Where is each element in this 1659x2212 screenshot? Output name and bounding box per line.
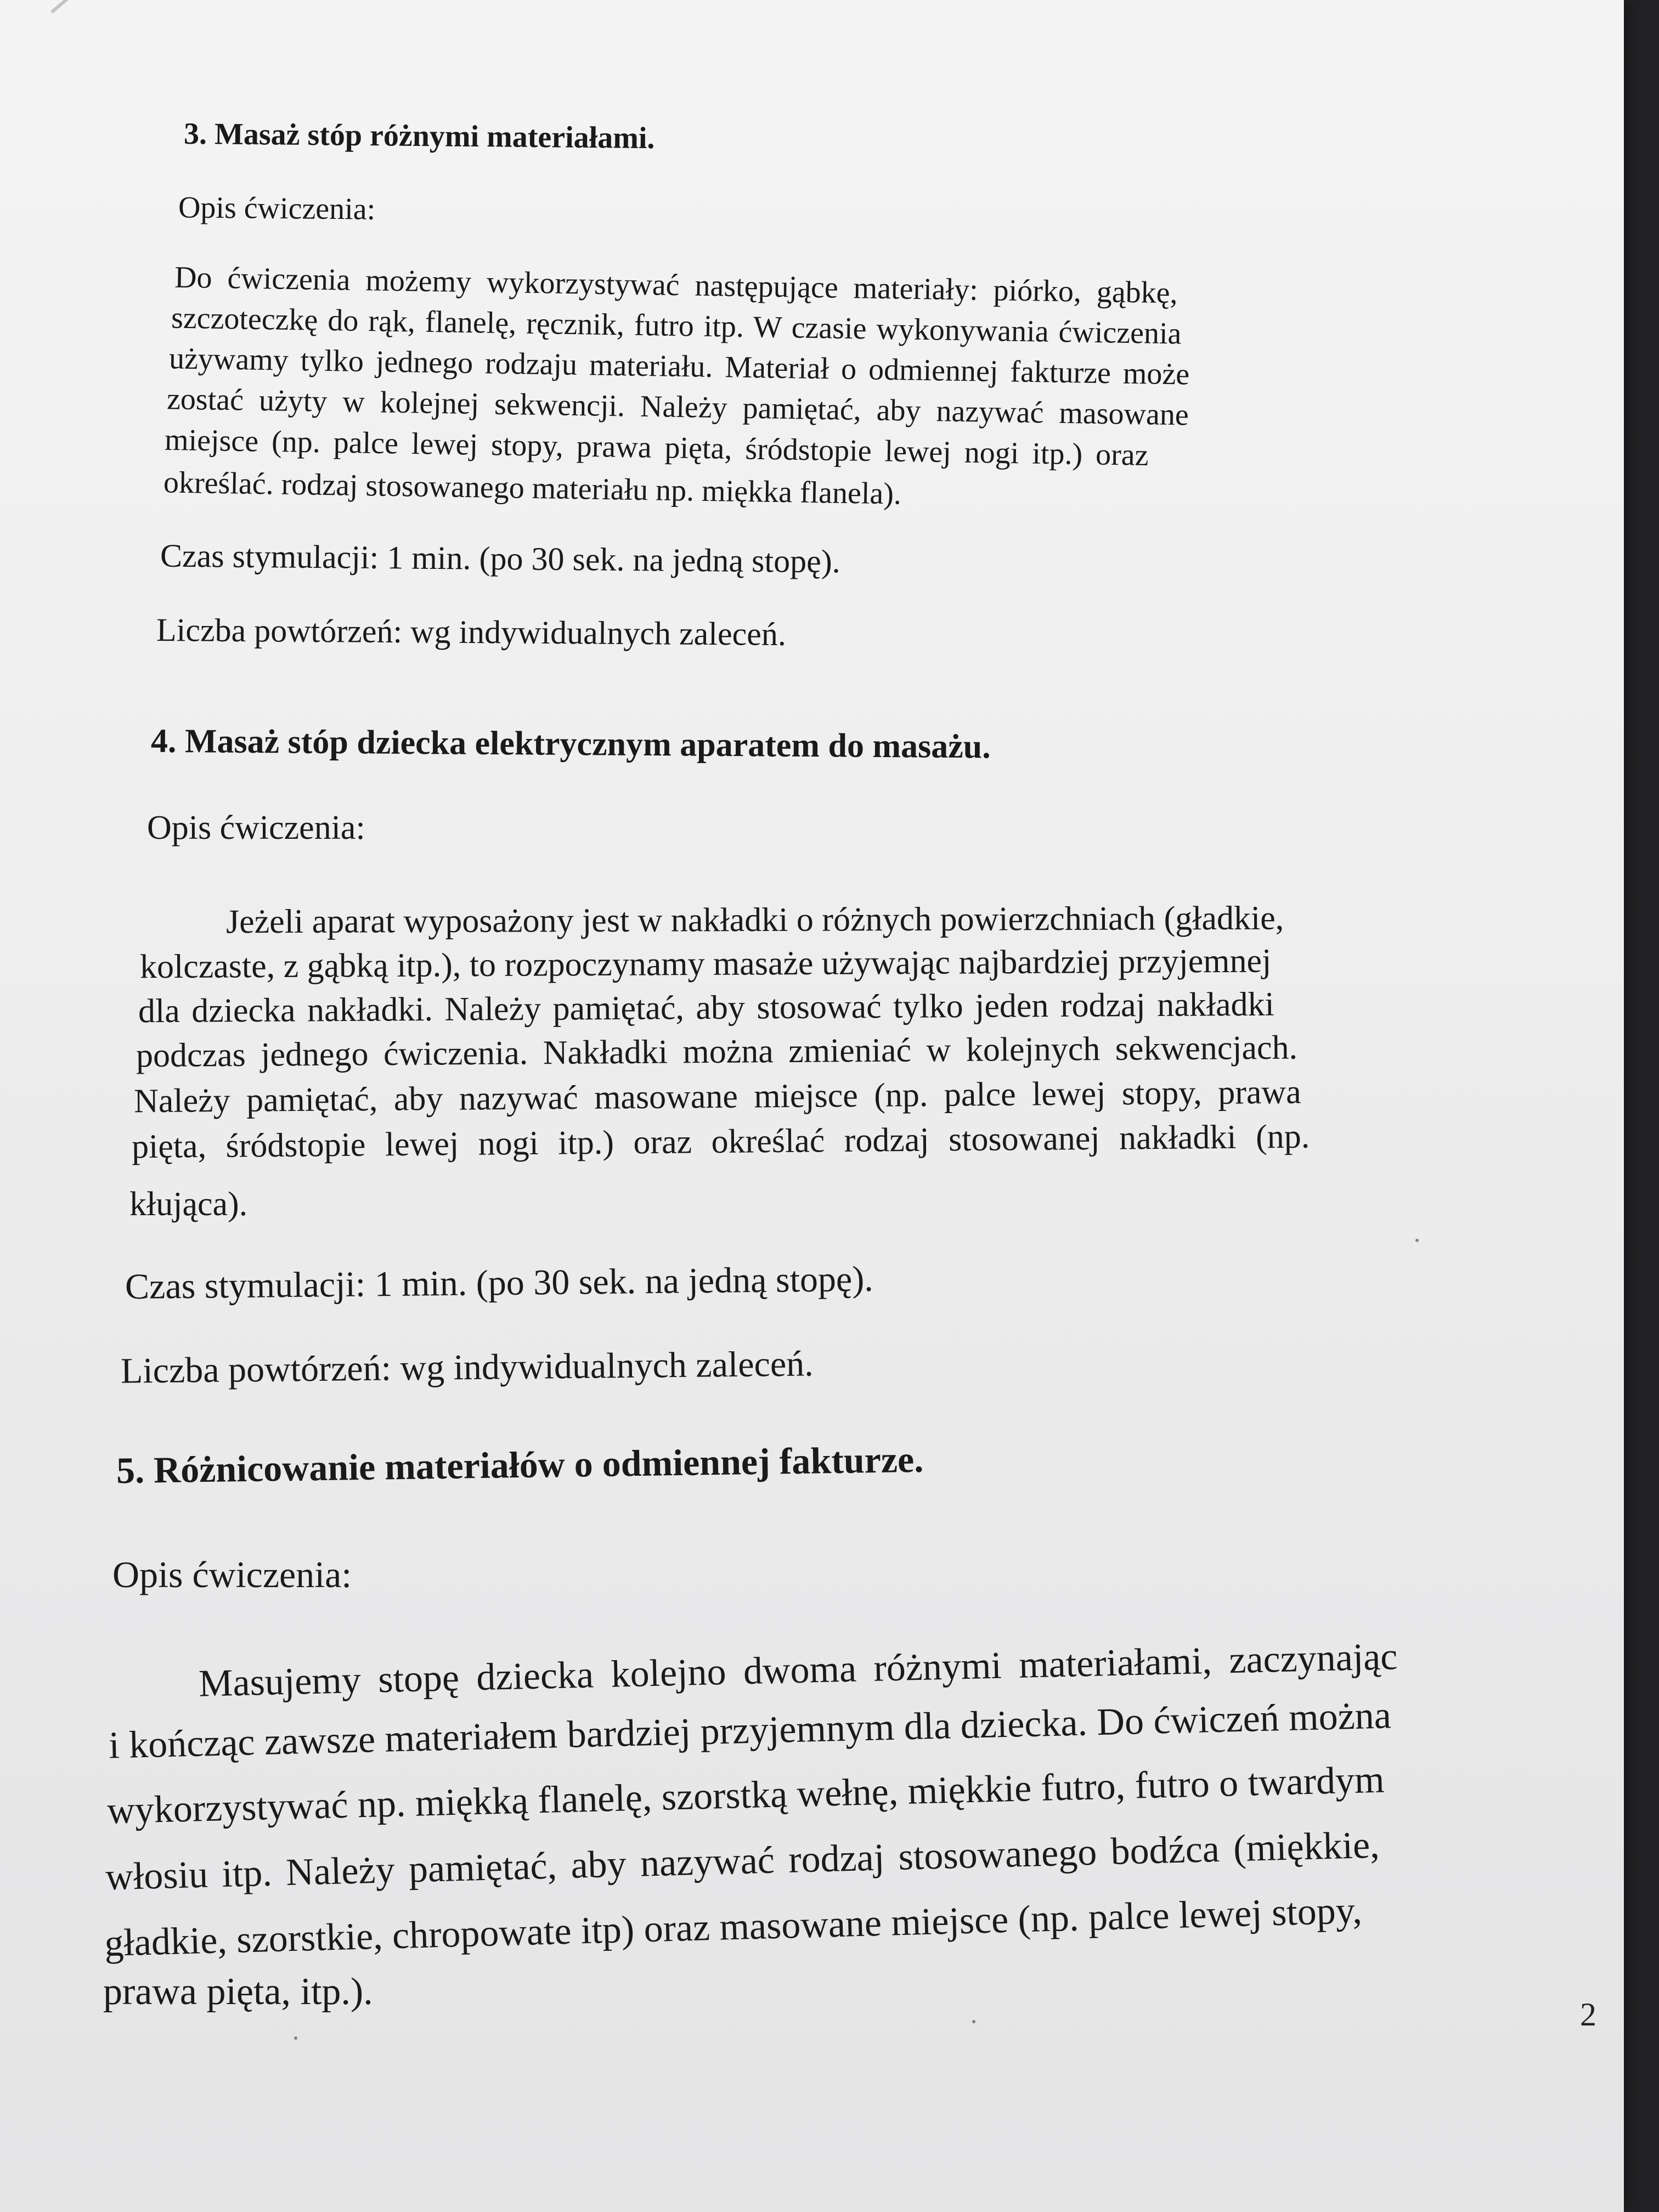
section-4-body-line: pięta, śródstopie lewej nogi itp.) oraz określać rodzaj stosowanej nakładki (np. (131, 1118, 1310, 1166)
section-4-body-line: kolczaste, z gąbką itp.), to rozpoczynamy masaże używając najbardziej przyjemnej (139, 942, 1272, 986)
page-number: 2 (1580, 1996, 1596, 2033)
section-4-body-line: Należy pamiętać, aby nazywać masowane miejsce (np. palce lewej stopy, prawa (133, 1073, 1301, 1120)
section-4-body-line: dla dziecka nakładki. Należy pamiętać, aby stosować tylko jeden rodzaj nakładki (138, 985, 1274, 1030)
section-4-heading: 4. Masaż stóp dziecka elektrycznym aparatem do masażu. (150, 722, 991, 766)
paper-speck (294, 2036, 297, 2040)
section-5-body-line: włosiu itp. Należy pamiętać, aby nazywać rodzaj stosowanego bodźca (miękkie, (105, 1824, 1380, 1899)
section-3-repetitions: Liczba powtórzeń: wg indywidualnych zaleceń. (156, 611, 787, 653)
section-4-description-label: Opis ćwiczenia: (147, 809, 365, 847)
section-5-body-line: Masujemy stopę dziecka kolejno dwoma różnymi materiałami, zaczynając (198, 1635, 1398, 1705)
section-5-description-label: Opis ćwiczenia: (112, 1554, 352, 1595)
section-4-body-line: Jeżeli aparat wyposażony jest w nakładki o różnych powierzchniach (gładkie, (225, 899, 1284, 941)
paper-speck (1415, 1239, 1419, 1242)
section-4-stimulation-time: Czas stymulacji: 1 min. (po 30 sek. na jedną stopę). (125, 1259, 874, 1307)
section-4-body-line: podczas jednego ćwiczenia. Nakładki można zmieniać w kolejnych sekwencjach. (136, 1029, 1298, 1075)
section-3-body-line: szczoteczkę do rąk, flanelę, ręcznik, futro itp. W czasie wykonywania ćwiczenia (171, 301, 1182, 351)
section-5-body-line: prawa pięta, itp.). (103, 1971, 373, 2013)
section-3-body-line: określać. rodzaj stosowanego materiału np. miękka flanela). (163, 465, 902, 511)
section-4-repetitions: Liczba powtórzeń: wg indywidualnych zaleceń. (120, 1344, 814, 1391)
section-3-body-line: zostać użyty w kolejnej sekwencji. Należy pamiętać, aby nazywać masowane (166, 382, 1189, 432)
section-3-body-line: używamy tylko jednego rodzaju materiału. Materiał o odmiennej fakturze może (168, 341, 1190, 392)
section-3-description-label: Opis ćwiczenia: (178, 190, 376, 227)
paper-speck (972, 2020, 975, 2023)
section-3-heading: 3. Masaż stóp różnymi materiałami. (183, 116, 655, 156)
section-3-stimulation-time: Czas stymulacji: 1 min. (po 30 sek. na jedną stopę). (160, 537, 841, 580)
section-3-body-line: Do ćwiczenia możemy wykorzystywać następujące materiały: piórko, gąbkę, (174, 260, 1178, 311)
section-5-heading: 5. Różnicowanie materiałów o odmiennej fakturze. (116, 1438, 924, 1492)
section-3-body-line: miejsce (np. palce lewej stopy, prawa pięta, śródstopie lewej nogi itp.) oraz (164, 422, 1149, 473)
section-5-body-line: wykorzystywać np. miękką flanelę, szorstką wełnę, miękkie futro, futro o twardym (106, 1758, 1385, 1832)
section-5-body-line: gładkie, szorstkie, chropowate itp) oraz masowane miejsce (np. palce lewej stopy, (104, 1889, 1363, 1965)
section-4-body-line: kłująca). (129, 1186, 248, 1223)
section-5-body-line: i kończąc zawsze materiałem bardziej przyjemnym dla dziecka. Do ćwiczeń można (108, 1694, 1392, 1767)
